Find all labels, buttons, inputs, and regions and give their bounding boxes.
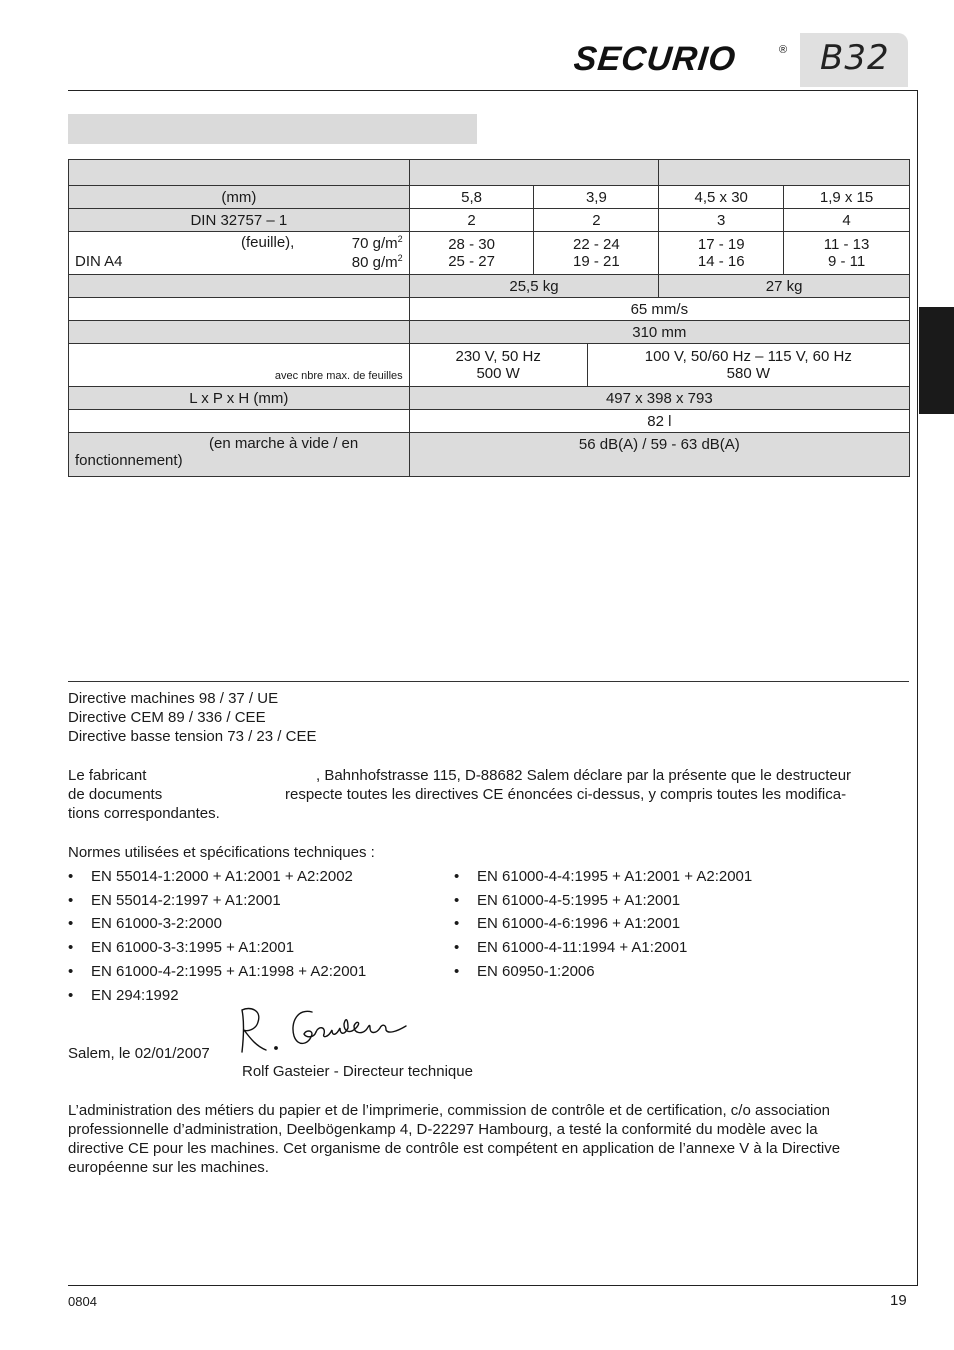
table-header-row: [69, 160, 910, 186]
table-row: [69, 410, 910, 433]
norm-item: • EN 61000-4-11:1994 + A1:2001: [454, 939, 688, 956]
header-cell: [659, 160, 910, 186]
paragraph-line: professionnelle d’administration, Deelbögenkamp 4, D-22297 Hambourg, a testé la conformité du modèle avec la: [68, 1121, 818, 1138]
table-row: [69, 209, 910, 232]
row-label: [69, 232, 410, 275]
grammage-70: 70 $g/m^2$: [351, 234, 403, 252]
table-cell: 22 - 24 19 - 21: [534, 232, 659, 275]
row-label: [69, 321, 410, 344]
table-cell: 4,5 x 30: [659, 186, 784, 209]
table-cell: 3: [659, 209, 784, 232]
paper-format: DIN A4: [75, 253, 123, 270]
norm-item: • EN 61000-4-6:1996 + A1:2001: [454, 915, 681, 932]
page-number: 19: [890, 1292, 907, 1309]
row-label: [69, 344, 410, 387]
norm-item: • EN 61000-4-2:1995 + A1:1998 + A2:2001: [68, 963, 367, 980]
signer-name: Rolf Gasteier - Directeur technique: [242, 1063, 473, 1080]
directive-1: Directive machines 98 / 37 / UE: [68, 690, 279, 707]
volume-cell: 82 l: [409, 410, 909, 433]
norms-title: Normes utilisées et spécifications techniques :: [68, 844, 375, 861]
decl-text: de documents: [68, 786, 163, 803]
table-cell: 4: [784, 209, 910, 232]
table-cell: 5,8: [409, 186, 534, 209]
top-rule: [68, 90, 918, 91]
signature: [236, 1004, 416, 1060]
specs-table: [68, 159, 910, 477]
row-label: [69, 275, 410, 298]
norm-item: • EN 61000-4-4:1995 + A1:2001 + A2:2001: [454, 868, 753, 885]
grammage-80: 80 $g/m^2$: [351, 253, 403, 271]
norm-item: • EN 61000-4-5:1995 + A1:2001: [454, 892, 681, 909]
table-row: [69, 344, 910, 387]
directive-2: Directive CEM 89 / 336 / CEE: [68, 709, 266, 726]
table-row: [69, 321, 910, 344]
capacity-label: (feuille),: [241, 234, 295, 251]
directive-3: Directive basse tension 73 / 23 / CEE: [68, 728, 317, 745]
row-label: [69, 433, 410, 477]
brand-logo: SECURIO: [572, 40, 738, 78]
row-label: L x P x H (mm): [69, 387, 410, 410]
language-side-tab: [919, 307, 954, 414]
table-row: [69, 433, 910, 477]
weight-cell: 25,5 kg: [409, 275, 659, 298]
decl-text: tions correspondantes.: [68, 805, 220, 822]
header-cell: [409, 160, 659, 186]
noise-label: (en marche à vide / en: [209, 435, 359, 452]
section-title-bar: [68, 114, 477, 144]
row-label: DIN 32757 – 1: [69, 209, 410, 232]
power-cell: [409, 344, 909, 387]
decl-text: respecte toutes les directives CE énoncées ci-dessus, y compris toutes les modifica-: [285, 786, 847, 803]
bottom-rule: [68, 1285, 918, 1286]
norm-item: • EN 60950-1:2006: [454, 963, 595, 980]
noise-cell: 56 dB(A) / 59 - 63 dB(A): [409, 433, 909, 477]
table-row: [69, 186, 910, 209]
paragraph-line: directive CE pour les machines. Cet organisme de contrôle est compétent en application de l’annexe V à la Directive: [68, 1140, 841, 1157]
noise-label-cont: fonctionnement): [75, 452, 183, 469]
table-cell: 17 - 19 14 - 16: [659, 232, 784, 275]
norm-item: • EN 294:1992: [68, 987, 179, 1004]
table-cell: 2: [534, 209, 659, 232]
width-cell: 310 mm: [409, 321, 909, 344]
norm-item: • EN 55014-1:2000 + A1:2001 + A2:2002: [68, 868, 353, 885]
dims-cell: 497 x 398 x 793: [409, 387, 909, 410]
paragraph-line: L’administration des métiers du papier et de l’imprimerie, commission de contrôle et de certification, c/o association: [68, 1102, 831, 1119]
row-label: [69, 410, 410, 433]
norm-item: • EN 61000-3-3:1995 + A1:2001: [68, 939, 295, 956]
doc-code: 0804: [68, 1294, 97, 1309]
speed-cell: 65 mm/s: [409, 298, 909, 321]
table-cell: 1,9 x 15: [784, 186, 910, 209]
norm-item: • EN 55014-2:1997 + A1:2001: [68, 892, 281, 909]
table-row: [69, 387, 910, 410]
section-divider: [68, 681, 909, 682]
paragraph-line: européenne sur les machines.: [68, 1159, 269, 1176]
model-name: B32: [820, 38, 890, 78]
power-100: 100 V, 50/60 Hz – 115 V, 60 Hz 580 W: [644, 348, 852, 382]
decl-text: , Bahnhofstrasse 115, D-88682 Salem déclare par la présente que le destructeur: [316, 767, 852, 784]
power-note: avec nbre max. de feuilles: [274, 370, 403, 382]
norm-item: • EN 61000-3-2:2000: [68, 915, 222, 932]
row-label: [69, 186, 410, 209]
table-cell: 2: [409, 209, 534, 232]
header-cell: [69, 160, 410, 186]
decl-text: Le fabricant: [68, 767, 147, 784]
right-rule: [917, 90, 918, 1285]
registered-mark: ®: [779, 44, 788, 56]
weight-cell: 27 kg: [659, 275, 910, 298]
table-row: [69, 232, 910, 275]
power-230: 230 V, 50 Hz 500 W: [410, 344, 588, 386]
table-cell: 28 - 30 25 - 27: [409, 232, 534, 275]
row-label: [69, 298, 410, 321]
table-row: [69, 275, 910, 298]
table-cell: 11 - 13 9 - 11: [784, 232, 910, 275]
place-date: Salem, le 02/01/2007: [68, 1045, 210, 1062]
cut-size-label: (mm): [221, 188, 257, 206]
table-cell: 3,9: [534, 186, 659, 209]
table-row: [69, 298, 910, 321]
